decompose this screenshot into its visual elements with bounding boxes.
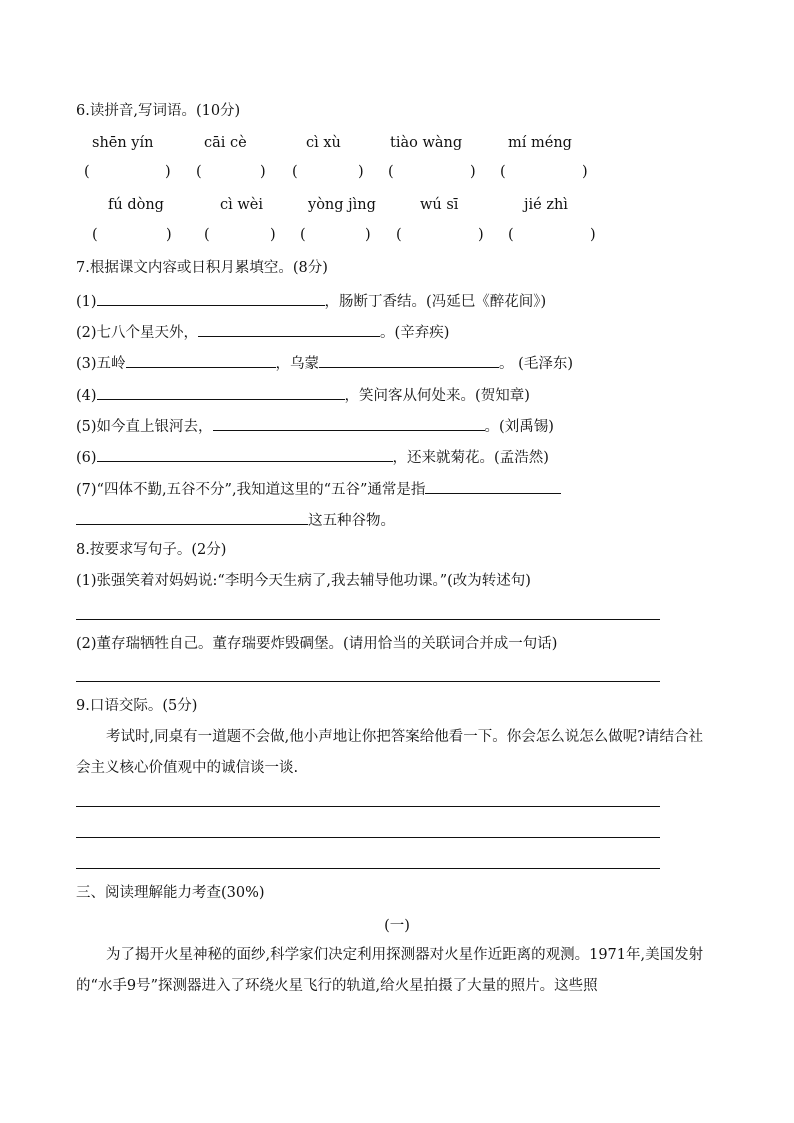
answer-blank[interactable] bbox=[198, 321, 380, 337]
answer-blank[interactable] bbox=[213, 415, 485, 431]
pinyin-item: yòng jìng bbox=[308, 197, 376, 213]
answer-blank[interactable] bbox=[97, 384, 345, 400]
answer-line[interactable] bbox=[76, 681, 660, 682]
paren-open: ( bbox=[508, 227, 514, 243]
fill-blank-4: (4) ，笑问客从何处来。(贺知章) bbox=[76, 384, 530, 406]
fill-blank-7: (7)“四体不勤,五谷不分”,我知道这里的“五谷”通常是指 bbox=[76, 478, 561, 500]
answer-blank[interactable] bbox=[76, 509, 308, 525]
answer-line[interactable] bbox=[76, 619, 660, 620]
paren-open: ( bbox=[84, 164, 90, 180]
q9-title: 9.口语交际。(5分) bbox=[76, 698, 198, 714]
pinyin-item: jié zhì bbox=[524, 197, 568, 213]
pinyin-item: mí méng bbox=[508, 135, 572, 151]
pinyin-item: tiào wàng bbox=[390, 135, 463, 151]
paren-close: ) bbox=[470, 164, 476, 180]
q6-title: 6.读拼音,写词语。(10分) bbox=[76, 103, 241, 119]
pinyin-item: cì wèi bbox=[220, 197, 263, 213]
section-3-subtitle: (一) bbox=[384, 918, 410, 934]
pinyin-item: wú sī bbox=[420, 197, 459, 213]
paren-close: ) bbox=[590, 227, 596, 243]
paren-open: ( bbox=[388, 164, 394, 180]
fill-blank-5: (5)如今直上银河去， 。(刘禹锡) bbox=[76, 415, 554, 437]
paren-close: ) bbox=[165, 164, 171, 180]
answer-blank[interactable] bbox=[97, 446, 393, 462]
paren-close: ) bbox=[582, 164, 588, 180]
paren-open: ( bbox=[500, 164, 506, 180]
answer-blank[interactable] bbox=[97, 290, 325, 306]
paren-open: ( bbox=[292, 164, 298, 180]
paren-open: ( bbox=[300, 227, 306, 243]
pinyin-item: fú dòng bbox=[108, 197, 164, 213]
paren-open: ( bbox=[204, 227, 210, 243]
reading-passage: 为了揭开火星神秘的面纱,科学家们决定利用探测器对火星作近距离的观测。1971年,美国发射的“水手9号”探测器进入了环绕火星飞行的轨道,给火星拍摄了大量的照片。这些照 bbox=[76, 947, 704, 994]
paren-close: ) bbox=[478, 227, 484, 243]
pinyin-item: cāi cè bbox=[204, 135, 247, 151]
paren-close: ) bbox=[365, 227, 371, 243]
paren-open: ( bbox=[396, 227, 402, 243]
answer-line[interactable] bbox=[76, 868, 660, 869]
q8-item-2: (2)董存瑞牺牲自己。董存瑞要炸毁碉堡。(请用恰当的关联词合并成一句话) bbox=[76, 636, 558, 652]
paren-close: ) bbox=[166, 227, 172, 243]
paren-open: ( bbox=[92, 227, 98, 243]
pinyin-item: shēn yín bbox=[92, 135, 154, 151]
q8-item-1: (1)张强笑着对妈妈说:“李明今天生病了,我去辅导他功课。”(改为转述句) bbox=[76, 573, 531, 589]
answer-line[interactable] bbox=[76, 806, 660, 807]
section-3-title: 三、阅读理解能力考查(30%) bbox=[76, 885, 265, 901]
q7-title: 7.根据课文内容或日积月累填空。(8分) bbox=[76, 260, 328, 276]
fill-blank-6: (6) ，还来就菊花。(孟浩然) bbox=[76, 446, 549, 468]
answer-line[interactable] bbox=[76, 837, 660, 838]
paren-close: ) bbox=[358, 164, 364, 180]
answer-blank[interactable] bbox=[425, 478, 561, 494]
answer-blank[interactable] bbox=[126, 352, 276, 368]
fill-blank-2: (2)七八个星天外， 。(辛弃疾) bbox=[76, 321, 449, 343]
paren-close: ) bbox=[260, 164, 266, 180]
fill-blank-3: (3)五岭 ，乌蒙 。 (毛泽东) bbox=[76, 352, 573, 374]
q8-title: 8.按要求写句子。(2分) bbox=[76, 542, 227, 558]
paren-close: ) bbox=[270, 227, 276, 243]
fill-blank-1: (1) ，肠断丁香结。(冯延巳《醉花间》) bbox=[76, 290, 546, 312]
pinyin-item: cì xù bbox=[306, 135, 341, 151]
paren-open: ( bbox=[196, 164, 202, 180]
answer-blank[interactable] bbox=[319, 352, 499, 368]
fill-blank-7-continued: 这五种谷物。 bbox=[76, 509, 395, 531]
q9-prompt: 考试时,同桌有一道题不会做,他小声地让你把答案给他看一下。你会怎么说怎么做呢?请结合社会主义核心价值观中的诚信谈一谈. bbox=[76, 729, 703, 776]
